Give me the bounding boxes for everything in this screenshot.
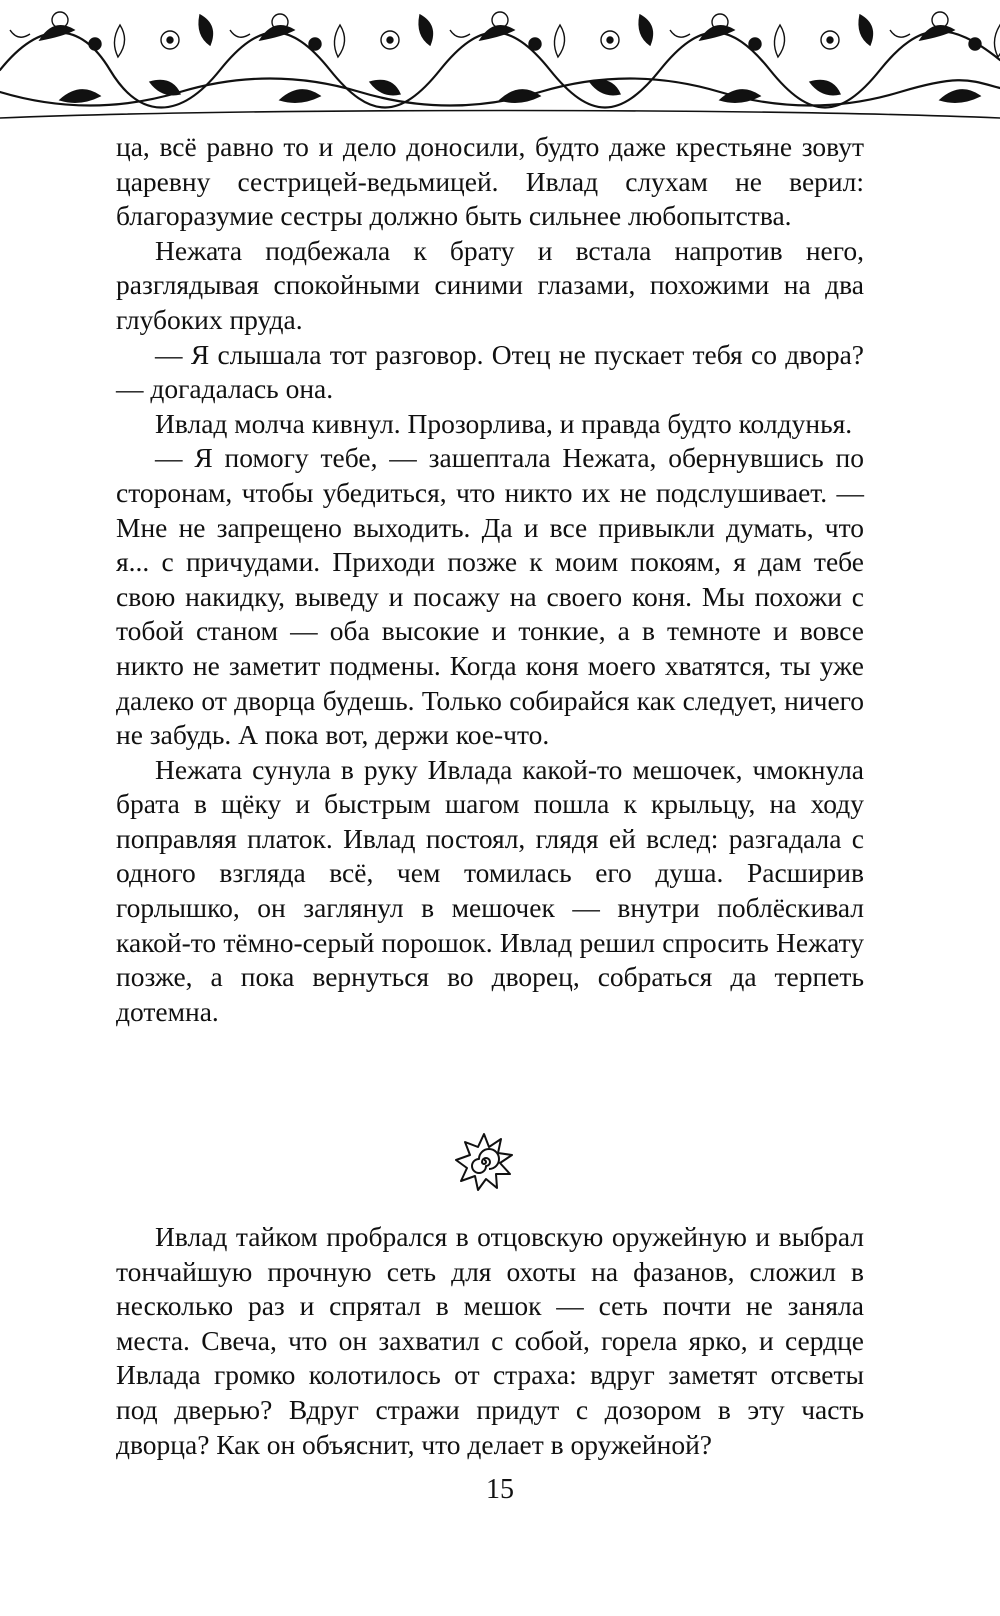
paragraph-5: — Я помогу тебе, — зашептала Нежата, обернувшись по сторонам, чтобы убедиться, что никто их не подслушивает. — Мне не запрещено выходить. Да и все привыкли думать, что я... с причудами. Приходи позже к моим покоям, я дам тебе свою накидку, выведу и посажу на своего коня. Мы похожи с тобой станом — оба высокие и тонкие, а в темноте и вовсе никто не заметит подмены. Когда коня моего хватятся, ты уже далеко от дворца будешь. Только собирайся как следует, ничего не забудь. А пока вот, держи кое-что. — [116, 442, 864, 751]
sun-spiral-icon — [453, 1131, 515, 1193]
paragraph-6: Нежата сунула в руку Ивлада какой-то мешочек, чмокнула брата в щёку и быстрым шагом пошла к крыльцу, на ходу поправляя платок. Ивлад постоял, глядя ей вслед: разгадала с одного взгляда всё, чем томилась его душа. Расширив горлышко, он заглянул в мешочек — внутри поблёскивал какой-то тёмно-серый порошок. Ивлад решил спросить Нежату позже, а пока вернуться во дворец, собраться да терпеть дотемна. — [116, 753, 864, 1027]
page-number: 15 — [486, 1474, 514, 1505]
paragraph-3: — Я слышала тот разговор. Отец не пускает тебя со двора? — догадалась она. — [116, 338, 864, 405]
paragraph-2: Нежата подбежала к брату и встала напротив него, разглядывая спокойными синими глазами, похожими на два глубоких пруда. — [116, 234, 864, 335]
paragraph-7: Ивлад тайком пробрался в отцовскую оружейную и выбрал тончайшую прочную сеть для охоты на фазанов, сложил в несколько раз и спрятал в мешок — сеть почти не заняла места. Свеча, что он захватил с собой, горела ярко, и сердце Ивлада громко колотилось от страха: вдруг заметят отсветы под дверью? Вдруг стражи придут с дозором в эту часть дворца? Как он объяснит, что делает в оружейной? — [116, 1221, 864, 1460]
floral-ornament-icon — [0, 0, 1000, 128]
paragraph-4: Ивлад молча кивнул. Прозорлива, и правда будто колдунья. — [155, 407, 853, 439]
body-text — [116, 130, 864, 1029]
paragraph-1: ца, всё равно то и дело доносили, будто даже крестьяне зовут царевну сестрицей-ведьмицей. Ивлад слухам не верил: благоразумие сестры должно быть сильнее любопытства. — [116, 131, 864, 232]
body-text-continued — [116, 1220, 864, 1462]
